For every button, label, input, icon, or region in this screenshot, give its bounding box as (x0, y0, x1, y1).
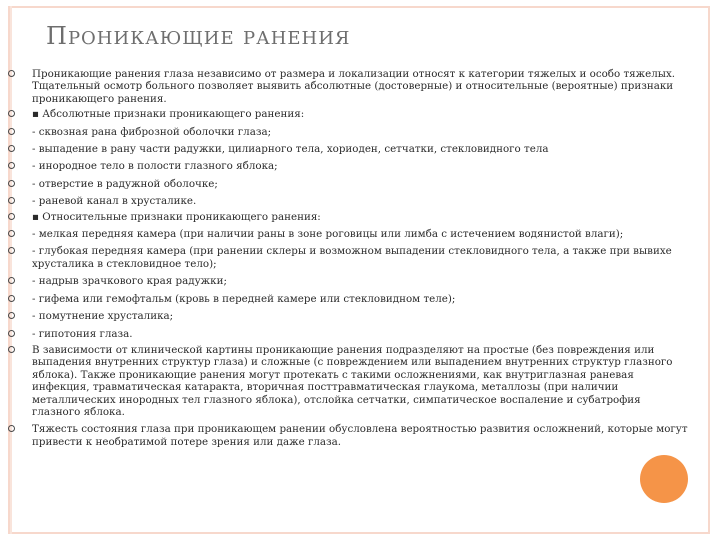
bullet-circle-icon (8, 230, 15, 237)
list-item (8, 344, 688, 418)
list-item (8, 143, 688, 155)
slide-title: ПРОНИКАЮЩИЕ РАНЕНИЯ (46, 22, 351, 50)
list-item-text: - надрыв зрачкового края радужки; (32, 275, 227, 288)
list-item (8, 195, 688, 207)
list-item-text: - сквозная рана фиброзной оболочки глаза; (32, 125, 272, 138)
list-item (8, 108, 688, 120)
bullet-list (8, 68, 688, 448)
bullet-circle-icon (8, 346, 15, 353)
list-item-text: - мелкая передняя камера (при наличии раны в зоне роговицы или лимба с истечением водянистой влаги); (32, 228, 624, 241)
list-item-text: - помутнение хрусталика; (32, 310, 174, 323)
bullet-circle-icon (8, 162, 15, 169)
bullet-circle-icon (8, 197, 15, 204)
bullet-circle-icon (8, 128, 15, 135)
bullet-circle-icon (8, 145, 15, 152)
list-item-text: - инородное тело в полости глазного яблока; (32, 160, 278, 173)
list-item-text: - гипотония глаза. (32, 327, 133, 340)
bullet-circle-icon (8, 312, 15, 319)
list-item (8, 178, 688, 190)
bullet-circle-icon (8, 425, 15, 432)
list-item-text: ▪ Относительные признаки проникающего ранения: (32, 210, 321, 223)
bullet-circle-icon (8, 110, 15, 117)
bullet-circle-icon (8, 247, 15, 254)
bullet-circle-icon (8, 180, 15, 187)
bullet-circle-icon (8, 295, 15, 302)
bullet-circle-icon (8, 70, 15, 77)
bullet-circle-icon (8, 213, 15, 220)
list-item-text: - выпадение в рану части радужки, цилиарного тела, хориоден, сетчатки, стекловидного тела (32, 143, 549, 156)
list-item (8, 423, 688, 448)
list-item-text: ▪ Абсолютные признаки проникающего ранения: (32, 108, 305, 121)
list-item (8, 310, 688, 322)
list-item (8, 160, 688, 172)
list-item-text: - глубокая передняя камера (при ранении склеры и возможном выпадении стекловидного тела, а также при вывихе хрусталика в стекловидное тело); (32, 245, 672, 270)
list-item-text: Тяжесть состояния глаза при проникающем ранении обусловлена вероятностью развития осложнений, которые могут привести к необратимой потере зрения или даже глаза. (32, 423, 688, 448)
list-item (8, 68, 688, 105)
list-item-text: - гифема или гемофтальм (кровь в передней камере или стекловидном теле); (32, 292, 456, 305)
list-item (8, 293, 688, 305)
list-item (8, 245, 688, 270)
list-item-text: - отверстие в радужной оболочке; (32, 177, 218, 190)
bullet-circle-icon (8, 277, 15, 284)
decorative-orange-circle (640, 455, 688, 503)
list-item (8, 228, 688, 240)
list-item-text: - раневой канал в хрусталике. (32, 195, 197, 208)
list-item (8, 275, 688, 287)
list-item (8, 126, 688, 138)
list-item (8, 211, 688, 223)
list-item-text: Проникающие ранения глаза независимо от размера и локализации относят к категории тяжелых и особо тяжелых. Тщательный осмотр больного позволяет выявить абсолютные (достоверные) и относительные (вероятные) признаки проникающего ранения. (32, 68, 676, 105)
list-item (8, 328, 688, 340)
bullet-circle-icon (8, 330, 15, 337)
list-item-text: В зависимости от клинической картины проникающие ранения подразделяют на простые (без повреждения или выпадения внутренних структур глаза) и сложные (с повреждением или выпадением внутренних структур глазного яблока). Также проникающие ранения могут протекать с такими осложнениями, как внутриглазная раневая инфекция, травматическая катаракта, вторичная посттравматическая глаукома, металлозы (при наличии металлических инородных тел глазного яблока), отслойка сетчатки, симпатическое воспаление и субатрофия глазного яблока. (32, 343, 673, 418)
